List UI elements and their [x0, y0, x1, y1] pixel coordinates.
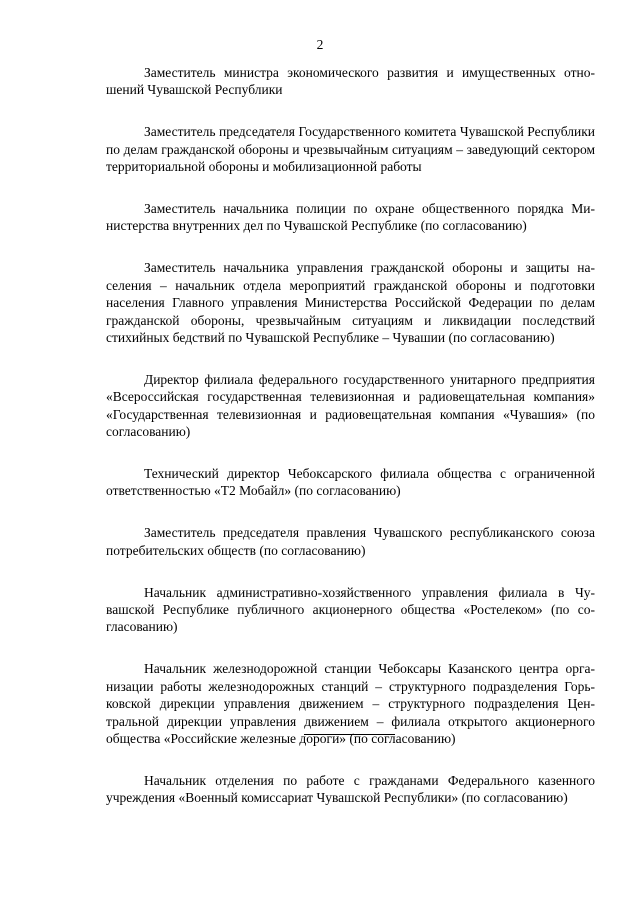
members-list [106, 64, 595, 831]
list-entry: Начальник железнодорожной станции Чебоксары Казанского центра организации работы железнодорожных станций – структурного подразделения Горьковской дирекции управления движением – структурного подразделения Центральной дирекции управления движением – филиала открытого акционерного общества «Российские железные дороги» (по согласованию) [106, 661, 595, 746]
list-entry: Начальник отделения по работе с гражданами Федерального казенного учреждения «Военный комиссариат Чувашской Республики» (по согласованию) [106, 772, 595, 806]
list-entry: Заместитель начальника полиции по охране общественного порядка Министерства внутренних дел по Чувашской Республике (по согласованию) [106, 201, 595, 234]
list-entry: Заместитель начальника управления гражданской обороны и защиты населения – начальник отдела мероприятий гражданской обороны и подготовки населения Главного управления Министерства Российской Федерации по делам гражданской обороны, чрезвычайным ситуациям и ликвидации последствий стихийных бедствий по Чувашской Республике – Чувашии (по согласованию) [106, 260, 595, 345]
list-entry: Заместитель председателя правления Чувашского республиканского союза потребительских обществ (по согласованию) [106, 525, 595, 558]
list-entry: Начальник административно-хозяйственного управления филиала в Чувашской Республике публичного акционерного общества «Ростелеком» (по согласованию) [106, 584, 595, 635]
list-entry: Директор филиала федерального государственного унитарного предприятия «Всероссийская государственная телевизионная и радиовещательная компания» «Государственная телевизионная и радиовещательная компания «Чувашия» (по согласованию) [106, 371, 595, 440]
page-number: 2 [316, 37, 324, 52]
list-entry: Заместитель министра экономического развития и имущественных отношений Чувашской Республики [106, 65, 595, 98]
list-entry: Заместитель председателя Государственного комитета Чувашской Республики по делам гражданской обороны и чрезвычайным ситуациям – заведующий сектором территориальной обороны и мобилизационной работы [106, 124, 595, 175]
end-of-list-rule [304, 734, 395, 735]
list-entry: Технический директор Чебоксарского филиала общества с ограниченной ответственностью «Т2 Мобайл» (по согласованию) [106, 466, 595, 499]
